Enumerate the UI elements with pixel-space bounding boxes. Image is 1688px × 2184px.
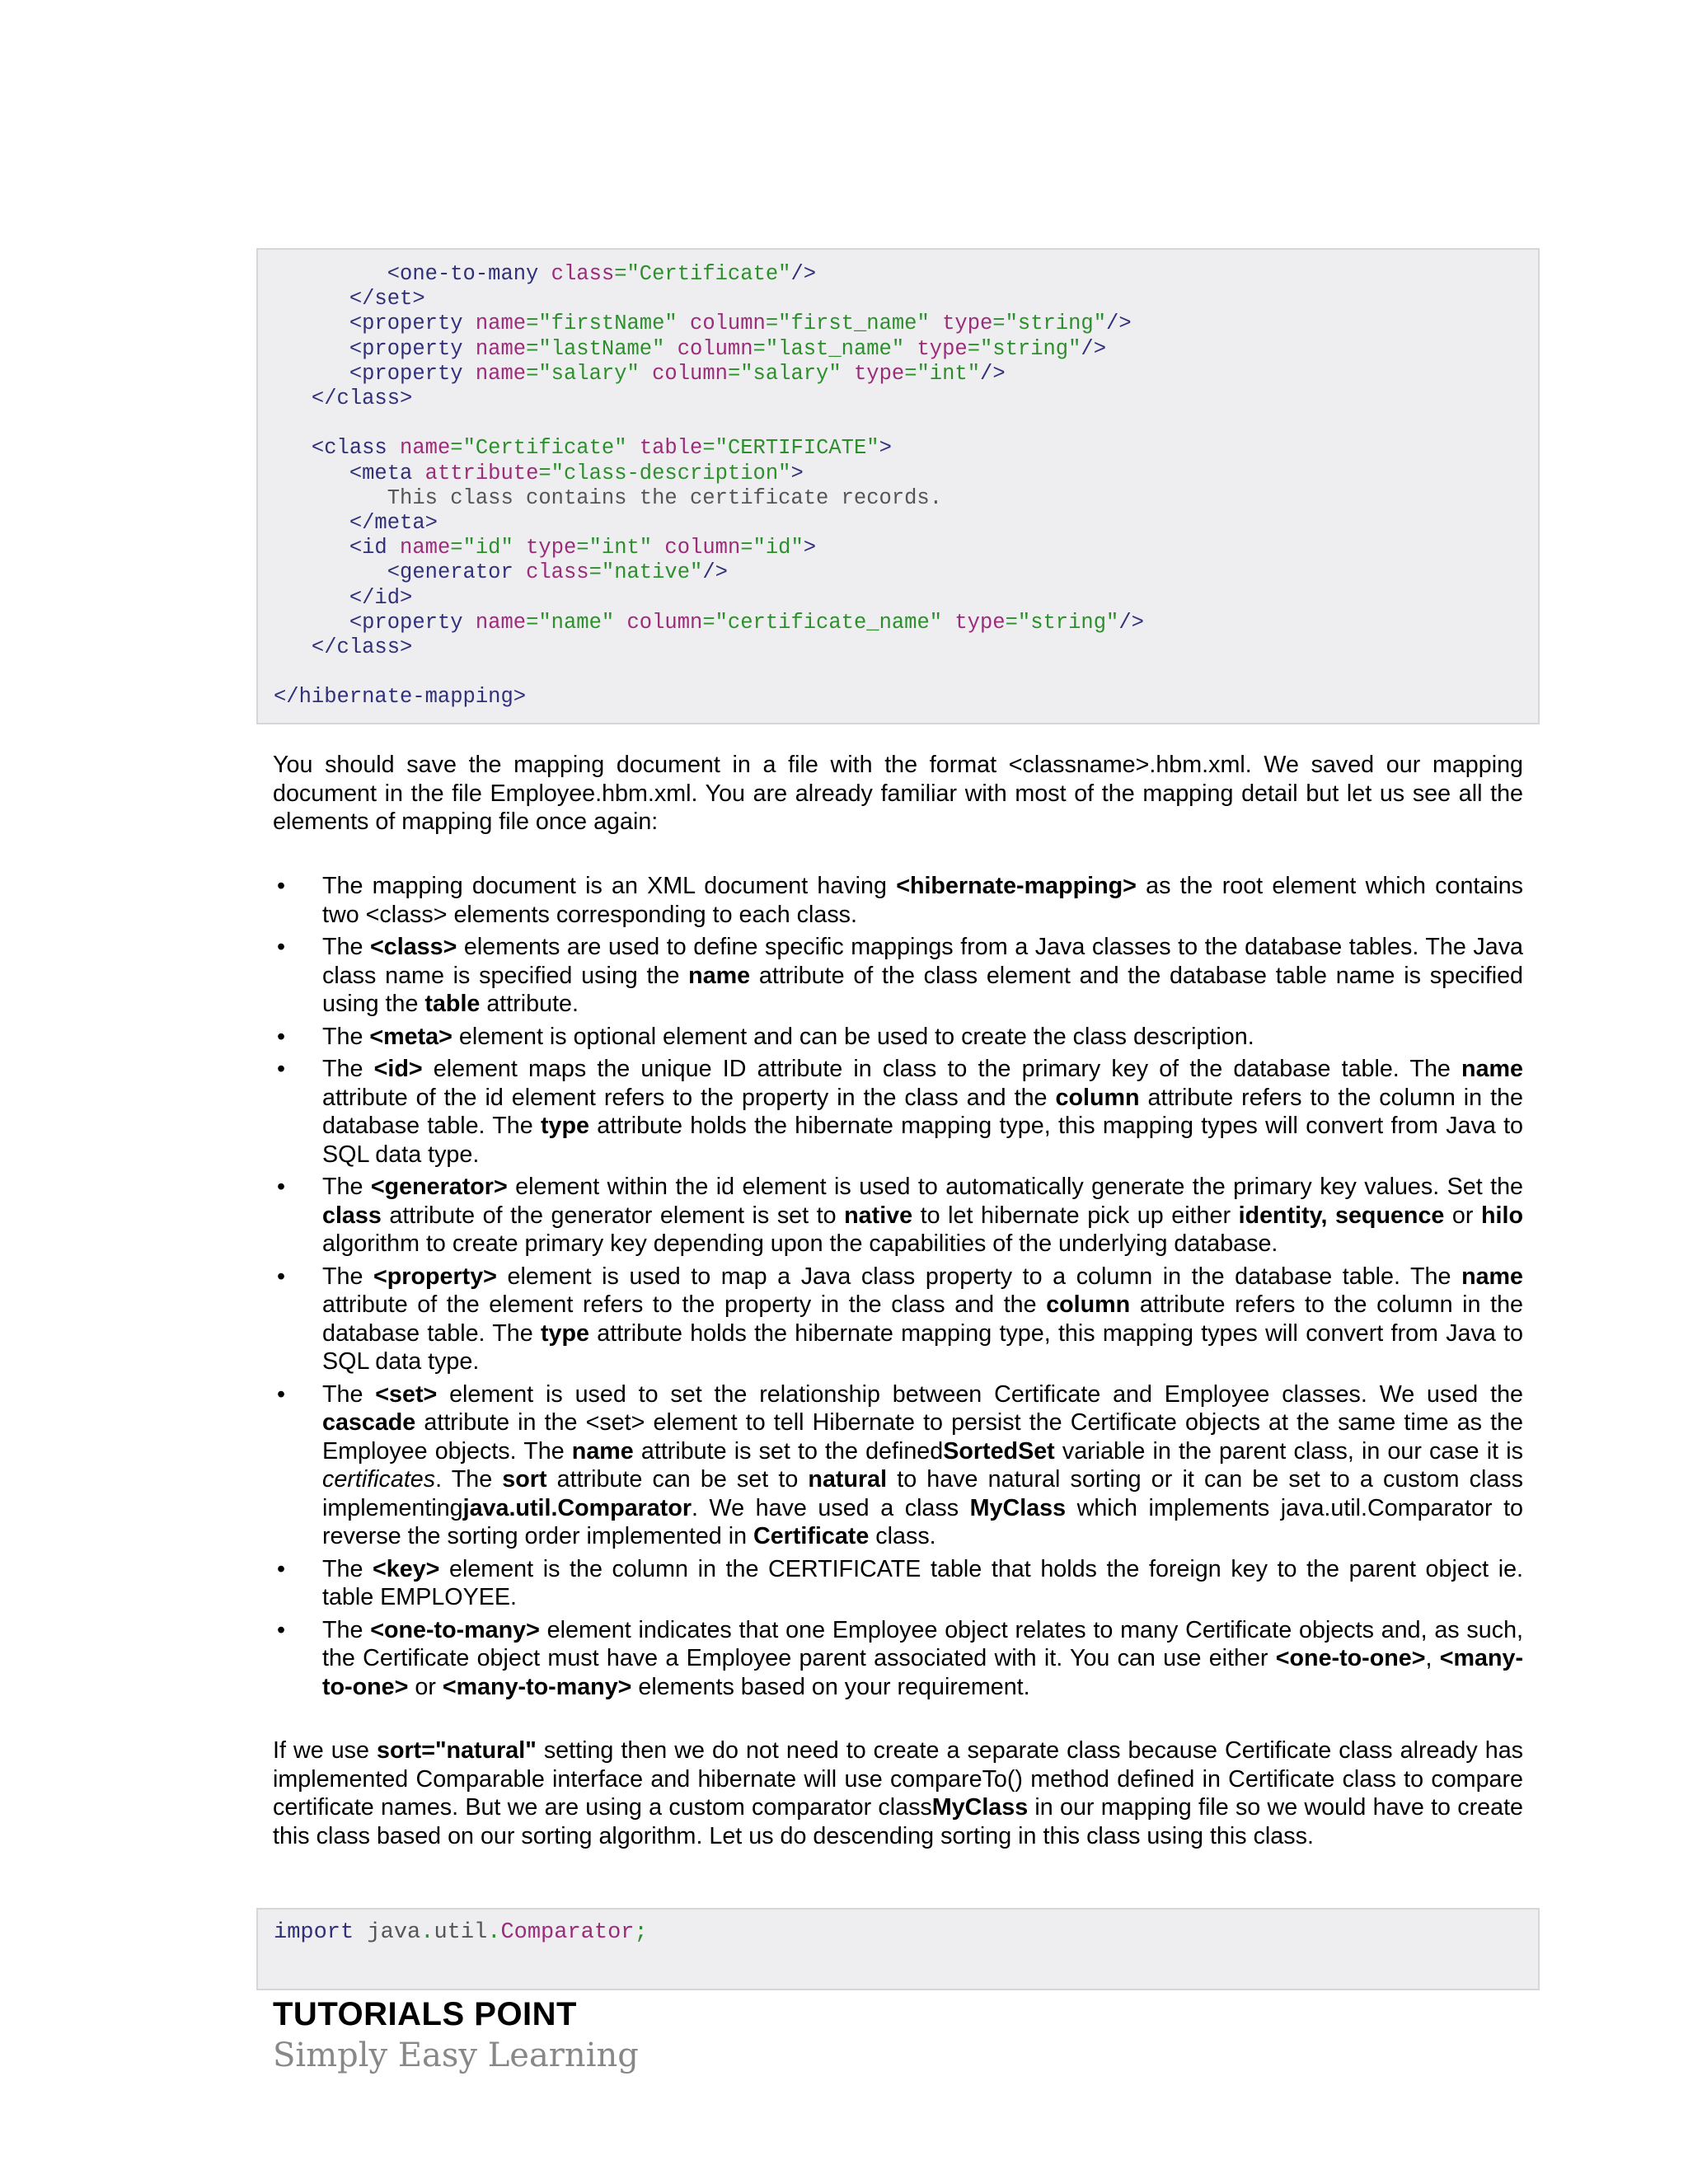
- code-token: ="lastName": [526, 336, 665, 361]
- code-token: [274, 337, 349, 361]
- code-token: <class: [311, 436, 387, 461]
- text-run: <many-to-many>: [442, 1673, 632, 1700]
- code-token: <property: [349, 610, 463, 635]
- code1-line-line: [274, 635, 1538, 660]
- code-token: class: [538, 262, 615, 286]
- mapping-elements-list: [273, 872, 1523, 1705]
- intro-paragraph: You should save the mapping document in a file with the format <classname>.hbm.xml. We saved our mapping document in the file Employee.hbm.xml. You are already familiar with most of the mapping detail but let us see all the elements of mapping file once again:: [273, 752, 1523, 835]
- code-token: [274, 586, 349, 610]
- code-block-java-import: [256, 1908, 1540, 1990]
- bullet-item: [273, 1555, 1523, 1612]
- code-token: Comparator: [500, 1920, 635, 1945]
- text-run: ,: [1425, 1645, 1440, 1671]
- code-token: name: [387, 436, 451, 461]
- code-token: ="id": [740, 536, 804, 560]
- text-run: The mapping document is an XML document having: [322, 873, 897, 899]
- code-token: ="salary": [526, 361, 640, 386]
- text-run: elements are used to define specific mappings from a Java classes to the database tables. The Java class name is specified using the: [322, 934, 1523, 989]
- bullet-item: [273, 872, 1523, 929]
- code-token: class: [513, 560, 589, 585]
- text-run: The: [322, 934, 371, 960]
- bullet-dot-icon: •: [276, 1616, 286, 1643]
- text-run: element is the column in the CERTIFICATE table that holds the foreign key to the parent object ie. table EMPLOYEE.: [322, 1555, 1523, 1610]
- code-token: [274, 611, 349, 635]
- code-token: ="salary": [727, 361, 842, 386]
- code-token: >: [790, 461, 804, 485]
- code-token: This class contains the certificate records.: [274, 485, 943, 510]
- code-token: [274, 660, 286, 684]
- code-token: ="string": [992, 312, 1107, 336]
- code-token: type: [929, 312, 993, 336]
- text-run: attribute refers to the column in the database table. The: [322, 1291, 1523, 1347]
- code-token: </class>: [311, 635, 413, 660]
- text-run: If we use: [273, 1737, 377, 1764]
- text-run: <key>: [373, 1555, 440, 1582]
- text-run: attribute of the id element refers to the property in the class and the: [322, 1084, 1056, 1111]
- code-token: column: [652, 536, 741, 560]
- text-run: . The: [435, 1466, 503, 1493]
- code-token: />: [702, 560, 728, 585]
- code-token: </id>: [349, 585, 413, 610]
- code-token: </meta>: [349, 511, 438, 536]
- code-token: />: [980, 361, 1006, 386]
- code-token: <property: [349, 336, 463, 361]
- bullet-item: [273, 1616, 1523, 1702]
- code-token: [274, 462, 349, 485]
- code1-line-line: [274, 511, 1538, 536]
- text-run: class: [322, 1202, 382, 1229]
- bullet-dot-icon: •: [276, 934, 286, 960]
- text-run: <one-to-one>: [1275, 1645, 1426, 1671]
- bullet-dot-icon: •: [276, 1263, 286, 1290]
- text-run: or: [408, 1673, 443, 1700]
- text-run: table: [424, 991, 481, 1017]
- text-run: <meta>: [369, 1023, 452, 1050]
- code-token: ="Certificate": [614, 262, 791, 286]
- text-run: algorithm to create primary key depending upon the capabilities of the underlying database.: [322, 1230, 1278, 1257]
- code1-line-line: [274, 262, 1538, 287]
- code-token: >: [879, 436, 892, 461]
- text-run: cascade: [322, 1409, 416, 1436]
- code1-line-line: [274, 611, 1538, 635]
- text-run: in our mapping file so we would have to create this class based on our sorting algorithm. Let us do descending sorting in this class using this class.: [273, 1794, 1523, 1849]
- text-run: column: [1046, 1291, 1131, 1318]
- code-token: ="CERTIFICATE": [702, 436, 879, 461]
- code-token: ="int": [904, 361, 981, 386]
- code-token: .: [420, 1920, 434, 1945]
- footer-brand-title: TUTORIALS POINT: [273, 1996, 577, 2032]
- code-token: ="Certificate": [450, 436, 627, 461]
- text-run: attribute refers to the column in the database table. The: [322, 1084, 1523, 1139]
- code-token: ="string": [967, 336, 1081, 361]
- code1-line-line: [274, 685, 1538, 710]
- code-token: <property: [349, 312, 463, 336]
- bullet-item: [273, 1173, 1523, 1258]
- code-token: />: [1081, 336, 1107, 361]
- code-token: type: [513, 536, 577, 560]
- text-run: sort: [502, 1466, 547, 1493]
- code-token: name: [462, 312, 527, 336]
- code-token: <meta: [349, 461, 413, 485]
- text-run: native: [844, 1202, 913, 1229]
- text-run: <hibernate-mapping>: [896, 873, 1137, 899]
- code-token: <property: [349, 361, 463, 386]
- code-token: attribute: [412, 461, 539, 485]
- text-run: <generator>: [370, 1174, 508, 1200]
- text-run: natural: [808, 1466, 888, 1493]
- code-token: column: [664, 336, 753, 361]
- text-run: certificates: [322, 1466, 436, 1493]
- text-run: . We have used a class: [692, 1494, 970, 1521]
- bullet-item: [273, 1263, 1523, 1376]
- code1-line-line: [274, 560, 1538, 585]
- code1-line-line: [274, 337, 1538, 362]
- code-token: ="string": [1005, 610, 1119, 635]
- code-token: ="firstName": [526, 312, 678, 336]
- bullet-dot-icon: •: [276, 1555, 286, 1582]
- text-run: attribute of the class element and the database table name is specified using the: [322, 962, 1523, 1017]
- code-token: name: [462, 361, 527, 386]
- code1-line-line: [274, 462, 1538, 486]
- code1-line-line: [274, 387, 1538, 411]
- code1-line-line: [274, 586, 1538, 611]
- text-run: The: [322, 1380, 376, 1408]
- text-run: type: [541, 1113, 589, 1139]
- bullet-item: [273, 1055, 1523, 1169]
- text-run: name: [1461, 1263, 1524, 1290]
- code-token: />: [1106, 312, 1132, 336]
- code-token: name: [387, 536, 451, 560]
- text-run: The: [322, 1056, 374, 1082]
- text-run: element is optional element and can be used to create the class description.: [452, 1023, 1254, 1050]
- code-token: ="first_name": [765, 312, 930, 336]
- text-run: identity, sequence: [1238, 1202, 1445, 1229]
- code-token: ;: [634, 1920, 648, 1945]
- code-token: <one-to-many: [387, 262, 539, 286]
- code-token: [274, 262, 387, 286]
- text-run: sort="natural": [377, 1737, 537, 1764]
- code-token: [274, 411, 286, 435]
- code1-line-line: [274, 411, 1538, 436]
- code-token: ="certificate_name": [702, 610, 943, 635]
- text-run: element within the id element is used to automatically generate the primary key values. Set the: [507, 1174, 1524, 1200]
- code-token: name: [462, 336, 527, 361]
- text-run: which implements java.util.Comparator to reverse the sorting order implemented in: [322, 1494, 1523, 1549]
- text-run: name: [571, 1437, 634, 1465]
- code-token: <generator: [387, 560, 513, 585]
- text-run: name: [1461, 1056, 1523, 1082]
- bullet-dot-icon: •: [276, 1023, 286, 1050]
- text-run: The: [322, 1555, 373, 1582]
- code1-line-line: [274, 536, 1538, 560]
- text-run: attribute.: [480, 991, 579, 1017]
- text-run: attribute of the generator element is set to: [381, 1202, 845, 1229]
- text-run: The: [322, 1263, 374, 1290]
- footer-tagline: Simply Easy Learning: [273, 2036, 639, 2074]
- text-run: <set>: [375, 1380, 438, 1408]
- text-run: The: [322, 1023, 370, 1050]
- code-token: </set>: [349, 287, 425, 312]
- text-run: elements based on your requirement.: [631, 1673, 1030, 1700]
- code-token: [274, 362, 349, 386]
- code-token: column: [614, 610, 703, 635]
- text-run: name: [688, 962, 751, 989]
- code-token: ="class-description": [538, 461, 791, 485]
- text-run: SortedSet: [943, 1437, 1055, 1465]
- bullet-dot-icon: •: [276, 873, 286, 899]
- text-run: <many-to-one>: [322, 1645, 1523, 1700]
- text-run: MyClass: [969, 1494, 1067, 1521]
- code-token: type: [942, 610, 1006, 635]
- text-run: setting then we do not need to create a separate class because Certificate class already has implemented Comparable interface and hibernate will use compareTo() method defined in Certificate class to compare certificate names. But we are using a custom comparator class: [273, 1737, 1523, 1821]
- text-run: type: [541, 1319, 589, 1347]
- text-run: element maps the unique ID attribute in class to the primary key of the database table. The: [422, 1056, 1462, 1082]
- text-run: or: [1444, 1202, 1482, 1229]
- code-token: [274, 536, 349, 560]
- text-run: class.: [869, 1523, 936, 1549]
- code-token: </hibernate-mapping>: [274, 685, 527, 710]
- code-token: column: [677, 312, 766, 336]
- text-run: <property>: [373, 1263, 497, 1290]
- code-token: >: [803, 536, 817, 560]
- code-token: ="id": [450, 536, 513, 560]
- bullet-dot-icon: •: [276, 1056, 286, 1082]
- text-run: hilo: [1481, 1202, 1524, 1229]
- code-token: [274, 511, 349, 535]
- code-token: </class>: [311, 387, 413, 411]
- code-token: import: [274, 1920, 354, 1945]
- code-token: .: [487, 1920, 501, 1945]
- bullet-dot-icon: •: [276, 1380, 286, 1408]
- bullet-item: [273, 933, 1523, 1019]
- code-token: column: [639, 361, 728, 386]
- code-token: name: [462, 610, 527, 635]
- text-run: <one-to-many>: [370, 1616, 540, 1643]
- text-run: attribute is set to the defined: [633, 1437, 944, 1465]
- text-run: to let hibernate pick up either: [912, 1202, 1239, 1229]
- text-run: The: [322, 1616, 371, 1643]
- code1-line-line: [274, 486, 1538, 511]
- bullet-item: [273, 1380, 1523, 1551]
- text-run: attribute holds the hibernate mapping type, this mapping types will convert from Java to SQL data type.: [322, 1113, 1524, 1168]
- code-token: type: [904, 336, 968, 361]
- code-token: util: [434, 1920, 488, 1945]
- bullet-item: [273, 1023, 1523, 1052]
- code-token: ="name": [526, 610, 615, 635]
- code-token: java: [354, 1920, 421, 1945]
- code-token: [274, 560, 387, 584]
- text-run: java.util.Comparator: [462, 1494, 692, 1521]
- code1-line-line: [274, 660, 1538, 685]
- bullet-dot-icon: •: [276, 1174, 286, 1200]
- code-token: ="int": [576, 536, 653, 560]
- text-run: element is used to map a Java class property to a column in the database table. The: [496, 1263, 1462, 1290]
- text-run: attribute in the <set> element to tell Hibernate to persist the Certificate objects at the same time as the Employee objects. The: [322, 1409, 1523, 1465]
- code-token: />: [790, 262, 817, 286]
- text-run: Certificate: [753, 1523, 870, 1549]
- text-run: element indicates that one Employee object relates to many Certificate objects and, as such, the Certificate object must have a Employee parent associated with it. You can use either: [322, 1616, 1524, 1671]
- code-token: />: [1118, 610, 1144, 635]
- code-token: <id: [349, 536, 387, 560]
- text-run: column: [1055, 1084, 1140, 1111]
- code-token: ="last_name": [753, 336, 905, 361]
- text-run: <id>: [373, 1056, 423, 1082]
- code-token: type: [841, 361, 905, 386]
- text-run: to have natural sorting or it can be set to a custom class implementing: [322, 1466, 1523, 1521]
- text-run: attribute holds the hibernate mapping type, this mapping types will convert from Java to SQL data type.: [322, 1319, 1524, 1375]
- text-run: MyClass: [931, 1794, 1029, 1821]
- code1-line-line: [274, 312, 1538, 336]
- text-run: attribute can be set to: [546, 1466, 809, 1493]
- outro-paragraph: [273, 1736, 1523, 1850]
- text-run: variable in the parent class, in our case it is: [1054, 1437, 1523, 1465]
- code-block-xml-mapping: [256, 248, 1540, 724]
- text-run: element is used to set the relationship between Certificate and Employee classes. We used the: [437, 1380, 1523, 1408]
- text-run: attribute of the element refers to the property in the class and the: [322, 1291, 1047, 1318]
- code-token: [274, 635, 312, 659]
- text-run: <class>: [370, 934, 457, 960]
- code1-line-line: [274, 287, 1538, 312]
- code-token: ="native": [588, 560, 703, 585]
- text-run: The: [322, 1174, 371, 1200]
- code2-line-line: [274, 1920, 1538, 1945]
- code-token: table: [626, 436, 703, 461]
- code-token: [274, 387, 312, 410]
- text-run: as the root element which contains two <class> elements corresponding to each class.: [322, 873, 1524, 928]
- code-token: [274, 312, 349, 335]
- code1-line-line: [274, 436, 1538, 461]
- code-token: [274, 436, 312, 460]
- code-token: [274, 287, 349, 311]
- code1-line-line: [274, 362, 1538, 387]
